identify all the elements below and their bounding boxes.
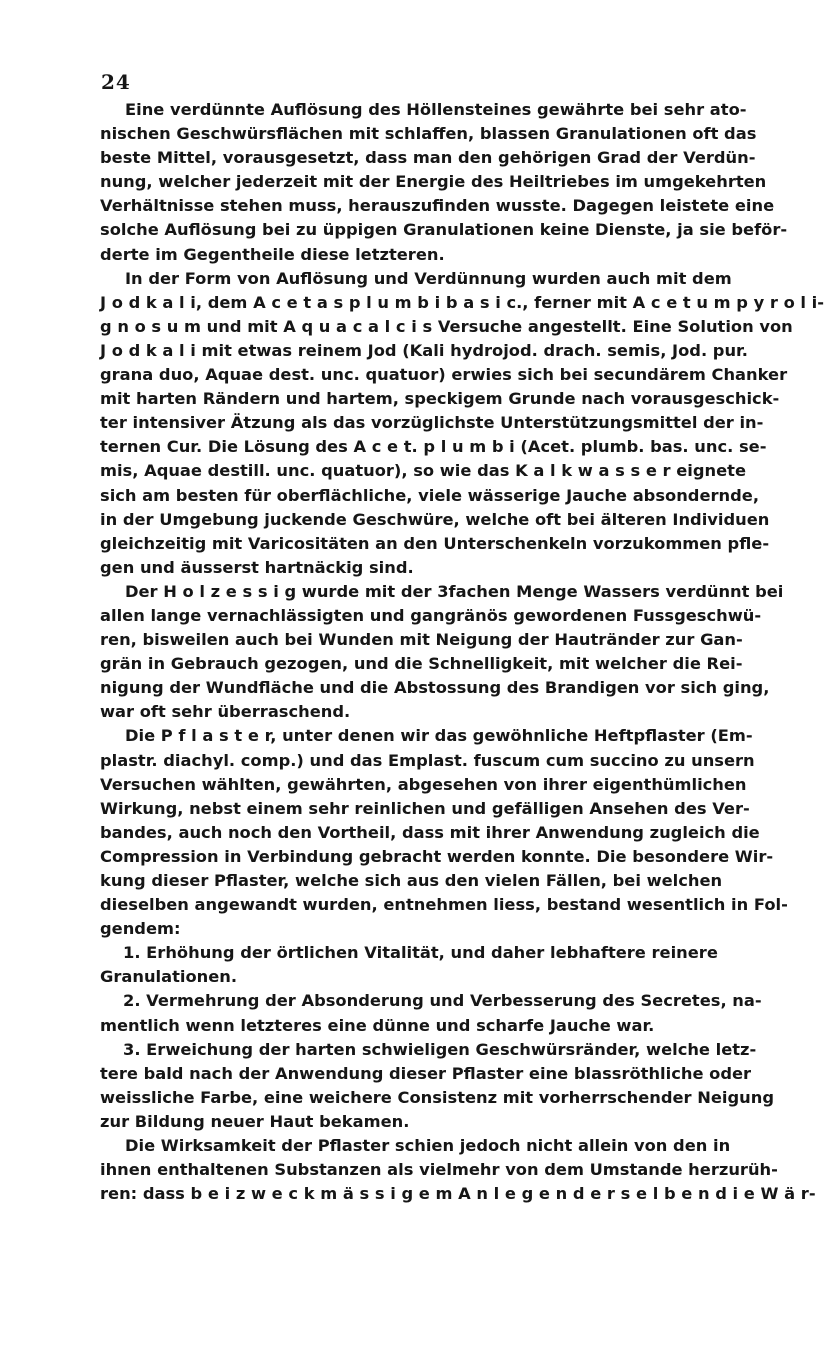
- text-line: gendem:: [100, 919, 181, 939]
- text-line: ter intensiver Ätzung als das vorzüglichste Unterstützungsmittel der in-: [100, 413, 764, 433]
- text-line: dieselben angewandt wurden, entnehmen liess, bestand wesentlich in Fol-: [100, 895, 788, 915]
- text-line: Die Wirksamkeit der Pflaster schien jedoch nicht allein von den in: [125, 1136, 731, 1156]
- text-line: grana duo, Aquae dest. unc. quatuor) erwies sich bei secundärem Chanker: [100, 365, 788, 385]
- text-line: Versuchen wählten, gewährten, abgesehen von ihrer eigenthümlichen: [100, 774, 747, 794]
- text-line: zur Bildung neuer Haut bekamen.: [100, 1111, 410, 1131]
- text-line: J o d k a l i mit etwas reinem Jod (Kali hydrojod. drach. semis, Jod. pur.: [100, 340, 748, 360]
- text-line: solche Auflösung bei zu üppigen Granulationen keine Dienste, ja sie beför-: [100, 220, 788, 240]
- text-line: ren, bisweilen auch bei Wunden mit Neigung der Hautränder zur Gan-: [100, 630, 743, 650]
- text-line: gleichzeitig mit Varicositäten an den Unterschenkeln vorzukommen pfle-: [100, 533, 770, 553]
- text-line: mis, Aquae destill. unc. quatuor), so wie das K a l k w a s s e r eignete: [100, 461, 746, 481]
- text-line: In der Form von Auflösung und Verdünnung wurden auch mit dem: [125, 268, 732, 288]
- text-line: derte im Gegentheile diese letzteren.: [100, 244, 445, 264]
- page-number: 24: [101, 70, 131, 94]
- text-line: Wirkung, nebst einem sehr reinlichen und gefälligen Ansehen des Ver-: [100, 798, 750, 818]
- text-line: mentlich wenn letzteres eine dünne und scharfe Jauche war.: [100, 1015, 655, 1035]
- text-line: Verhältnisse stehen muss, herauszufinden wusste. Dagegen leistete eine: [100, 196, 775, 216]
- text-line: in der Umgebung juckende Geschwüre, welche oft bei älteren Individuen: [100, 509, 770, 529]
- text-line: war oft sehr überraschend.: [100, 702, 351, 722]
- text-line: Eine verdünnte Auflösung des Höllensteines gewährte bei sehr ato-: [125, 100, 747, 119]
- text-line: g n o s u m und mit A q u a c a l c i s Versuche angestellt. Eine Solution von: [100, 316, 793, 336]
- text-line: Compression in Verbindung gebracht werden konnte. Die besondere Wir-: [100, 846, 774, 866]
- text-line: tere bald nach der Anwendung dieser Pflaster eine blassröthliche oder: [100, 1063, 752, 1083]
- text-line: Die P f l a s t e r, unter denen wir das gewöhnliche Heftpflaster (Em-: [125, 726, 753, 746]
- text-line: Der H o l z e s s i g wurde mit der 3fachen Menge Wassers verdünnt bei: [125, 581, 784, 601]
- text-line: ren: dass b e i z w e c k m ä s s i g e m A n l e g e n d e r s e l b e n d i e W ä r-: [100, 1184, 816, 1204]
- text-line: ihnen enthaltenen Substanzen als vielmehr von dem Umstande herzurüh-: [100, 1160, 778, 1180]
- text-line: sich am besten für oberflächliche, viele wässerige Jauche absondernde,: [100, 485, 760, 505]
- text-line: plastr. diachyl. comp.) und das Emplast. fuscum cum succino zu unsern: [100, 750, 755, 770]
- text-line: bandes, auch noch den Vortheil, dass mit ihrer Anwendung zugleich die: [100, 822, 760, 842]
- text-line: 1. Erhöhung der örtlichen Vitalität, und daher lebhaftere reinere: [123, 943, 718, 963]
- text-line: mit harten Rändern und hartem, speckigem Grunde nach vorausgeschick-: [100, 389, 780, 409]
- text-line: nigung der Wundfläche und die Abstossung des Brandigen vor sich ging,: [100, 678, 770, 698]
- text-line: nischen Geschwürsflächen mit schlaffen, blassen Granulationen oft das: [100, 124, 757, 144]
- text-line: J o d k a l i, dem A c e t a s p l u m b i b a s i c., ferner mit A c e t u m p y r o l i-: [100, 292, 824, 312]
- text-line: gen und äusserst hartnäckig sind.: [100, 557, 414, 577]
- text-line: weissliche Farbe, eine weichere Consistenz mit vorherrschender Neigung: [100, 1087, 774, 1107]
- text-line: Granulationen.: [100, 967, 238, 987]
- text-line: 2. Vermehrung der Absonderung und Verbesserung des Secretes, na-: [123, 991, 762, 1011]
- text-line: allen lange vernachlässigten und gangränös gewordenen Fussgeschwü-: [100, 605, 762, 625]
- text-line: nung, welcher jederzeit mit der Energie des Heiltriebes im umgekehrten: [100, 172, 767, 192]
- text-line: 3. Erweichung der harten schwieligen Geschwürsränder, welche letz-: [123, 1039, 757, 1059]
- text-line: ternen Cur. Die Lösung des A c e t. p l u m b i (Acet. plumb. bas. unc. se-: [100, 437, 767, 457]
- text-line: beste Mittel, vorausgesetzt, dass man den gehörigen Grad der Verdün-: [100, 148, 756, 168]
- body-text: [100, 98, 824, 1206]
- text-line: kung dieser Pflaster, welche sich aus den vielen Fällen, bei welchen: [100, 871, 723, 890]
- text-line: grän in Gebrauch gezogen, und die Schnelligkeit, mit welcher die Rei-: [100, 654, 743, 674]
